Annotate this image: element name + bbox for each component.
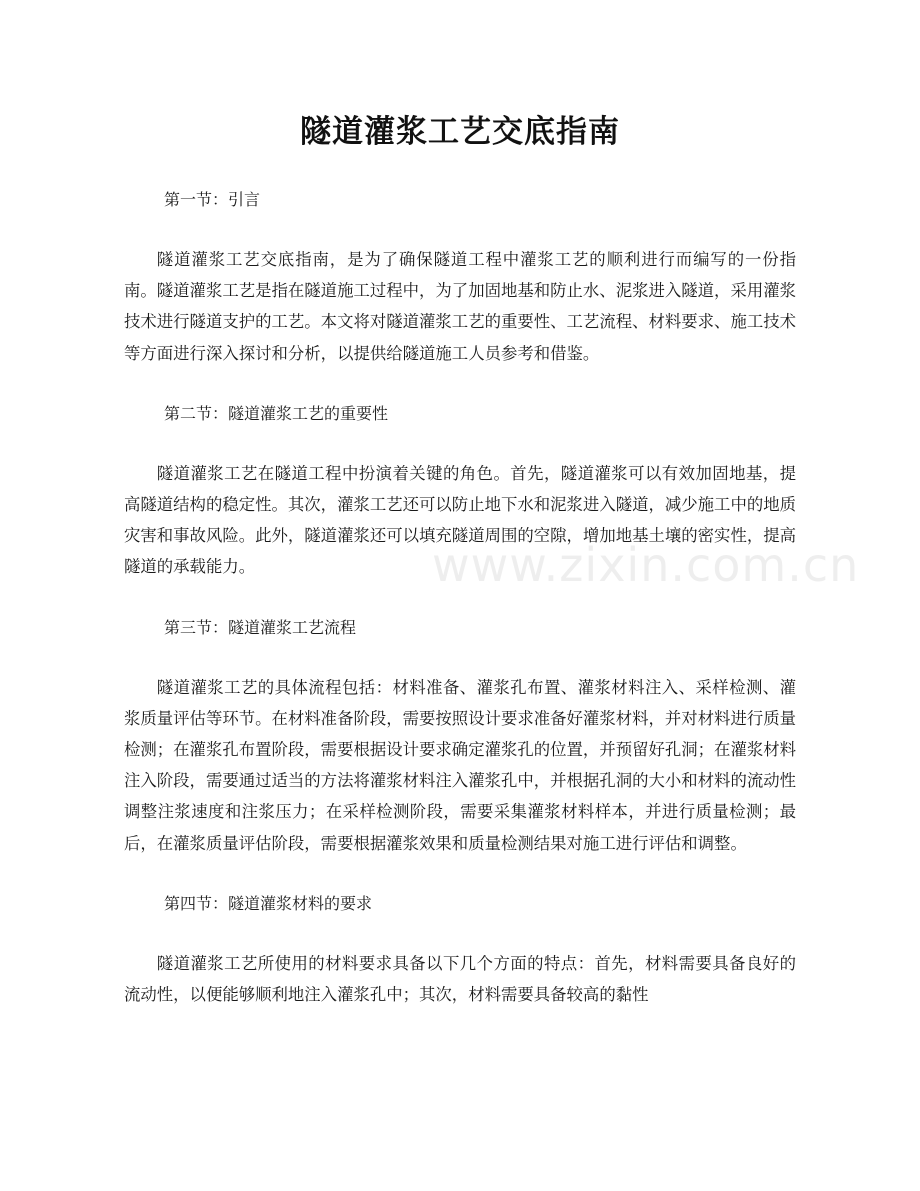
- section-heading: 第一节：引言: [164, 190, 261, 209]
- section-heading: 第三节：隧道灌浆工艺流程: [164, 617, 357, 637]
- section-paragraph: 隧道灌浆工艺在隧道工程中扮演着关键的角色。首先，隧道灌浆可以有效加固地基，提高隧道结构的稳定性。其次，灌浆工艺还可以防止地下水和泥浆进入隧道，减少施工中的地质灾害和事故风险。此外，隧道灌浆还可以填充隧道周围的空隙，增加地基土壤的密实性，提高隧道的承载能力。: [124, 463, 797, 577]
- watermark: www.zixin.com.cn: [432, 538, 860, 592]
- section-paragraph: 隧道灌浆工艺交底指南，是为了确保隧道工程中灌浆工艺的顺利进行而编写的一份指南。隧道灌浆工艺是指在隧道施工过程中，为了加固地基和防止水、泥浆进入隧道，采用灌浆技术进行隧道支护的工艺。本文将对隧道灌浆工艺的重要性、工艺流程、材料要求、施工技术等方面进行深入探讨和分析，以提供给隧道施工人员参考和借鉴。: [124, 250, 797, 363]
- section-paragraph: 隧道灌浆工艺所使用的材料要求具备以下几个方面的特点：首先，材料需要具备良好的流动性，以便能够顺利地注入灌浆孔中；其次，材料需要具备较高的黏性: [124, 953, 796, 1005]
- section-paragraph: 隧道灌浆工艺的具体流程包括：材料准备、灌浆孔布置、灌浆材料注入、采样检测、灌浆质量评估等环节。在材料准备阶段，需要按照设计要求准备好灌浆材料，并对材料进行质量检测；在灌浆孔布置阶段，需要根据设计要求确定灌浆孔的位置，并预留好孔洞；在灌浆材料注入阶段，需要通过适当的方法将灌浆材料注入灌浆孔中，并根据孔洞的大小和材料的流动性调整注浆速度和注浆压力；在采样检测阶段，需要采集灌浆材料样本，并进行质量检测；最后，在灌浆质量评估阶段，需要根据灌浆效果和质量检测结果对施工进行评估和调整。: [124, 677, 797, 853]
- section-heading: 第四节：隧道灌浆材料的要求: [164, 893, 373, 913]
- document-title: 隧道灌浆工艺交底指南: [300, 114, 620, 150]
- document-body: [124, 184, 796, 1039]
- section-heading: 第二节：隧道灌浆工艺的重要性: [164, 403, 389, 423]
